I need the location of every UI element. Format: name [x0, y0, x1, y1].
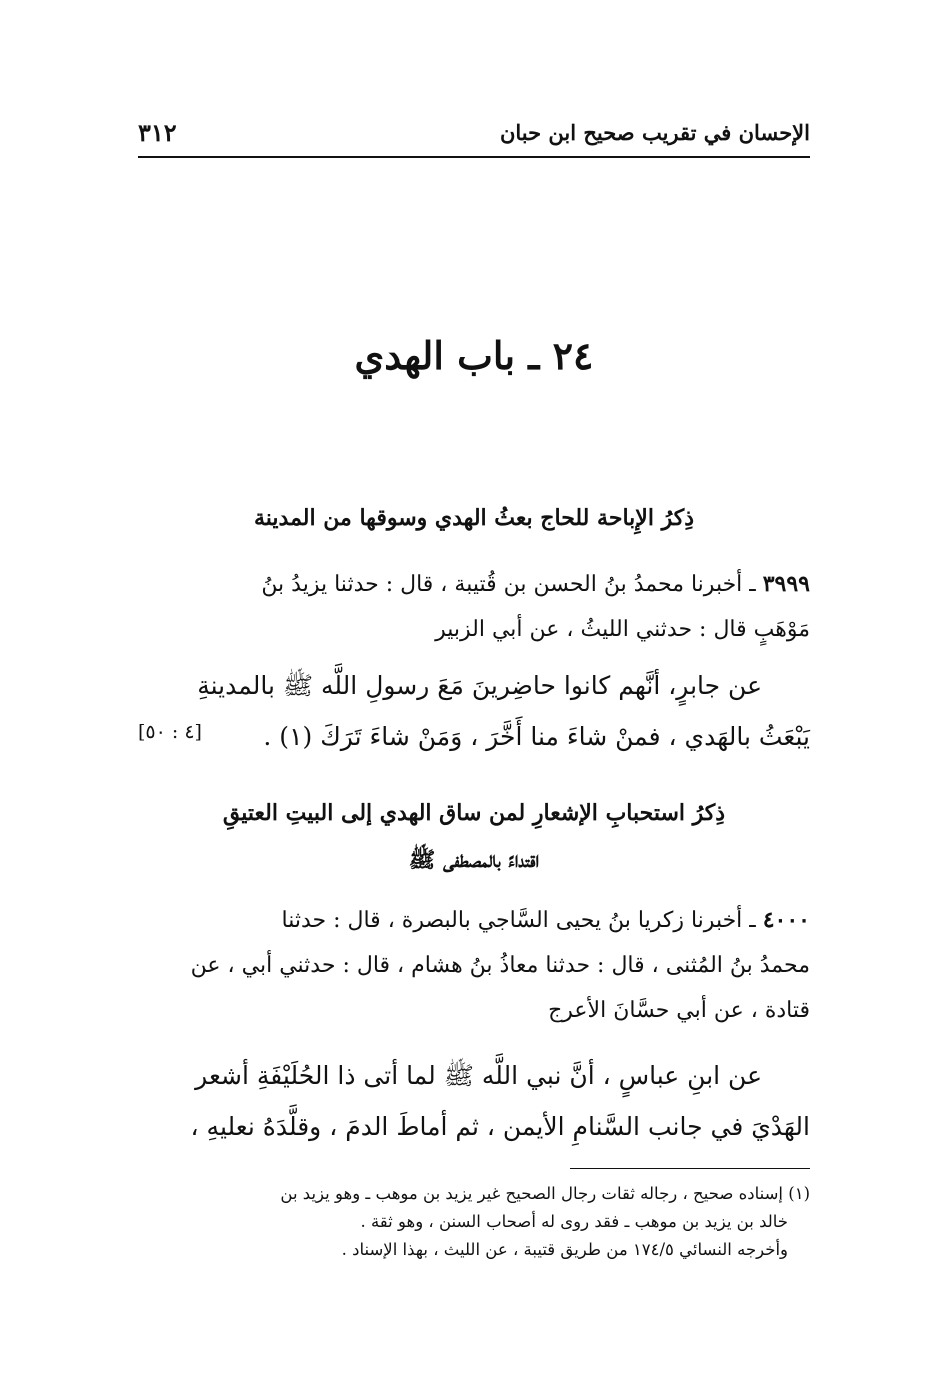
footnote-rule — [570, 1168, 810, 1169]
page-header — [138, 118, 810, 154]
isnad-line: ٣٩٩٩ ـ أخبرنا محمدُ بنُ الحسن بن قُتيبة ، قال : حدثنا يزيدُ بنُ — [261, 571, 810, 597]
matn-line: الهَدْيَ في جانب السَّنامِ الأيمن ، ثم أماطَ الدمَ ، وقلَّدَهُ نعليهِ ، — [190, 1112, 810, 1141]
isnad-line: قتادة ، عن أبي حسَّانَ الأعرج — [548, 998, 810, 1023]
footnote-line: وأخرجه النسائي ١٧٤/٥ من طريق قتيبة ، عن الليث ، بهذا الإسناد . — [341, 1240, 788, 1259]
hadith-matn — [138, 1050, 810, 1152]
matn-line: عن جابرٍ، أنَّهم كانوا حاضِرينَ مَعَ رسولِ اللَّه ﷺ بالمدينةِ — [197, 671, 762, 700]
isnad-line: ٤٠٠٠ ـ أخبرنا زكريا بنُ يحيى السَّاجي بالبصرة ، قال : حدثنا — [281, 907, 810, 933]
footnote-line: (١) إسناده صحيح ، رجاله ثقات رجال الصحيح غير يزيد بن موهب ـ وهو يزيد بن — [280, 1184, 810, 1203]
page-number: ٣١٢ — [138, 118, 177, 147]
hadith-matn — [138, 660, 810, 762]
hadith-number: ٤٠٠٠ — [762, 907, 810, 933]
isnad-line: محمدُ بنُ المُثنى ، قال : حدثنا معاذُ بنُ هشام ، قال : حدثني أبي ، عن — [190, 953, 810, 978]
footnotes — [138, 1180, 810, 1264]
section-heading: ذِكرُ الإِباحة للحاج بعثُ الهدي وسوقها من المدينة — [253, 505, 694, 531]
chapter-title: ٢٤ ـ باب الهدي — [354, 333, 594, 378]
hadith-isnad — [138, 898, 810, 1033]
running-title: الإحسان في تقريب صحيح ابن حبان — [499, 120, 810, 145]
hadith-number: ٣٩٩٩ — [762, 571, 810, 597]
source-reference: [٤ : ٥٠] — [138, 721, 202, 743]
header-rule — [138, 156, 810, 158]
footnote-line: خالد بن يزيد بن موهب ـ فقد روى له أصحاب السنن ، وهو ثقة . — [360, 1212, 788, 1231]
hadith-isnad — [138, 562, 810, 652]
section-heading: اقتداءً بالمصطفى ﷺ — [408, 847, 540, 873]
isnad-line: مَوْهَبٍ قال : حدثني الليثُ ، عن أبي الزبير — [435, 617, 810, 642]
matn-line: يَبْعَثُ بالهَدي ، فمنْ شاءَ منا أَخَّرَ ، وَمَنْ شاءَ تَرَكَ (١) . — [263, 722, 810, 751]
section-heading: ذِكرُ استحبابِ الإشعارِ لمن ساق الهدي إلى البيتِ العتيقِ — [222, 800, 726, 826]
matn-line: عن ابنِ عباسٍ ، أنَّ نبي اللَّه ﷺ لما أتى ذا الحُلَيْفَةِ أشعر — [195, 1061, 762, 1090]
